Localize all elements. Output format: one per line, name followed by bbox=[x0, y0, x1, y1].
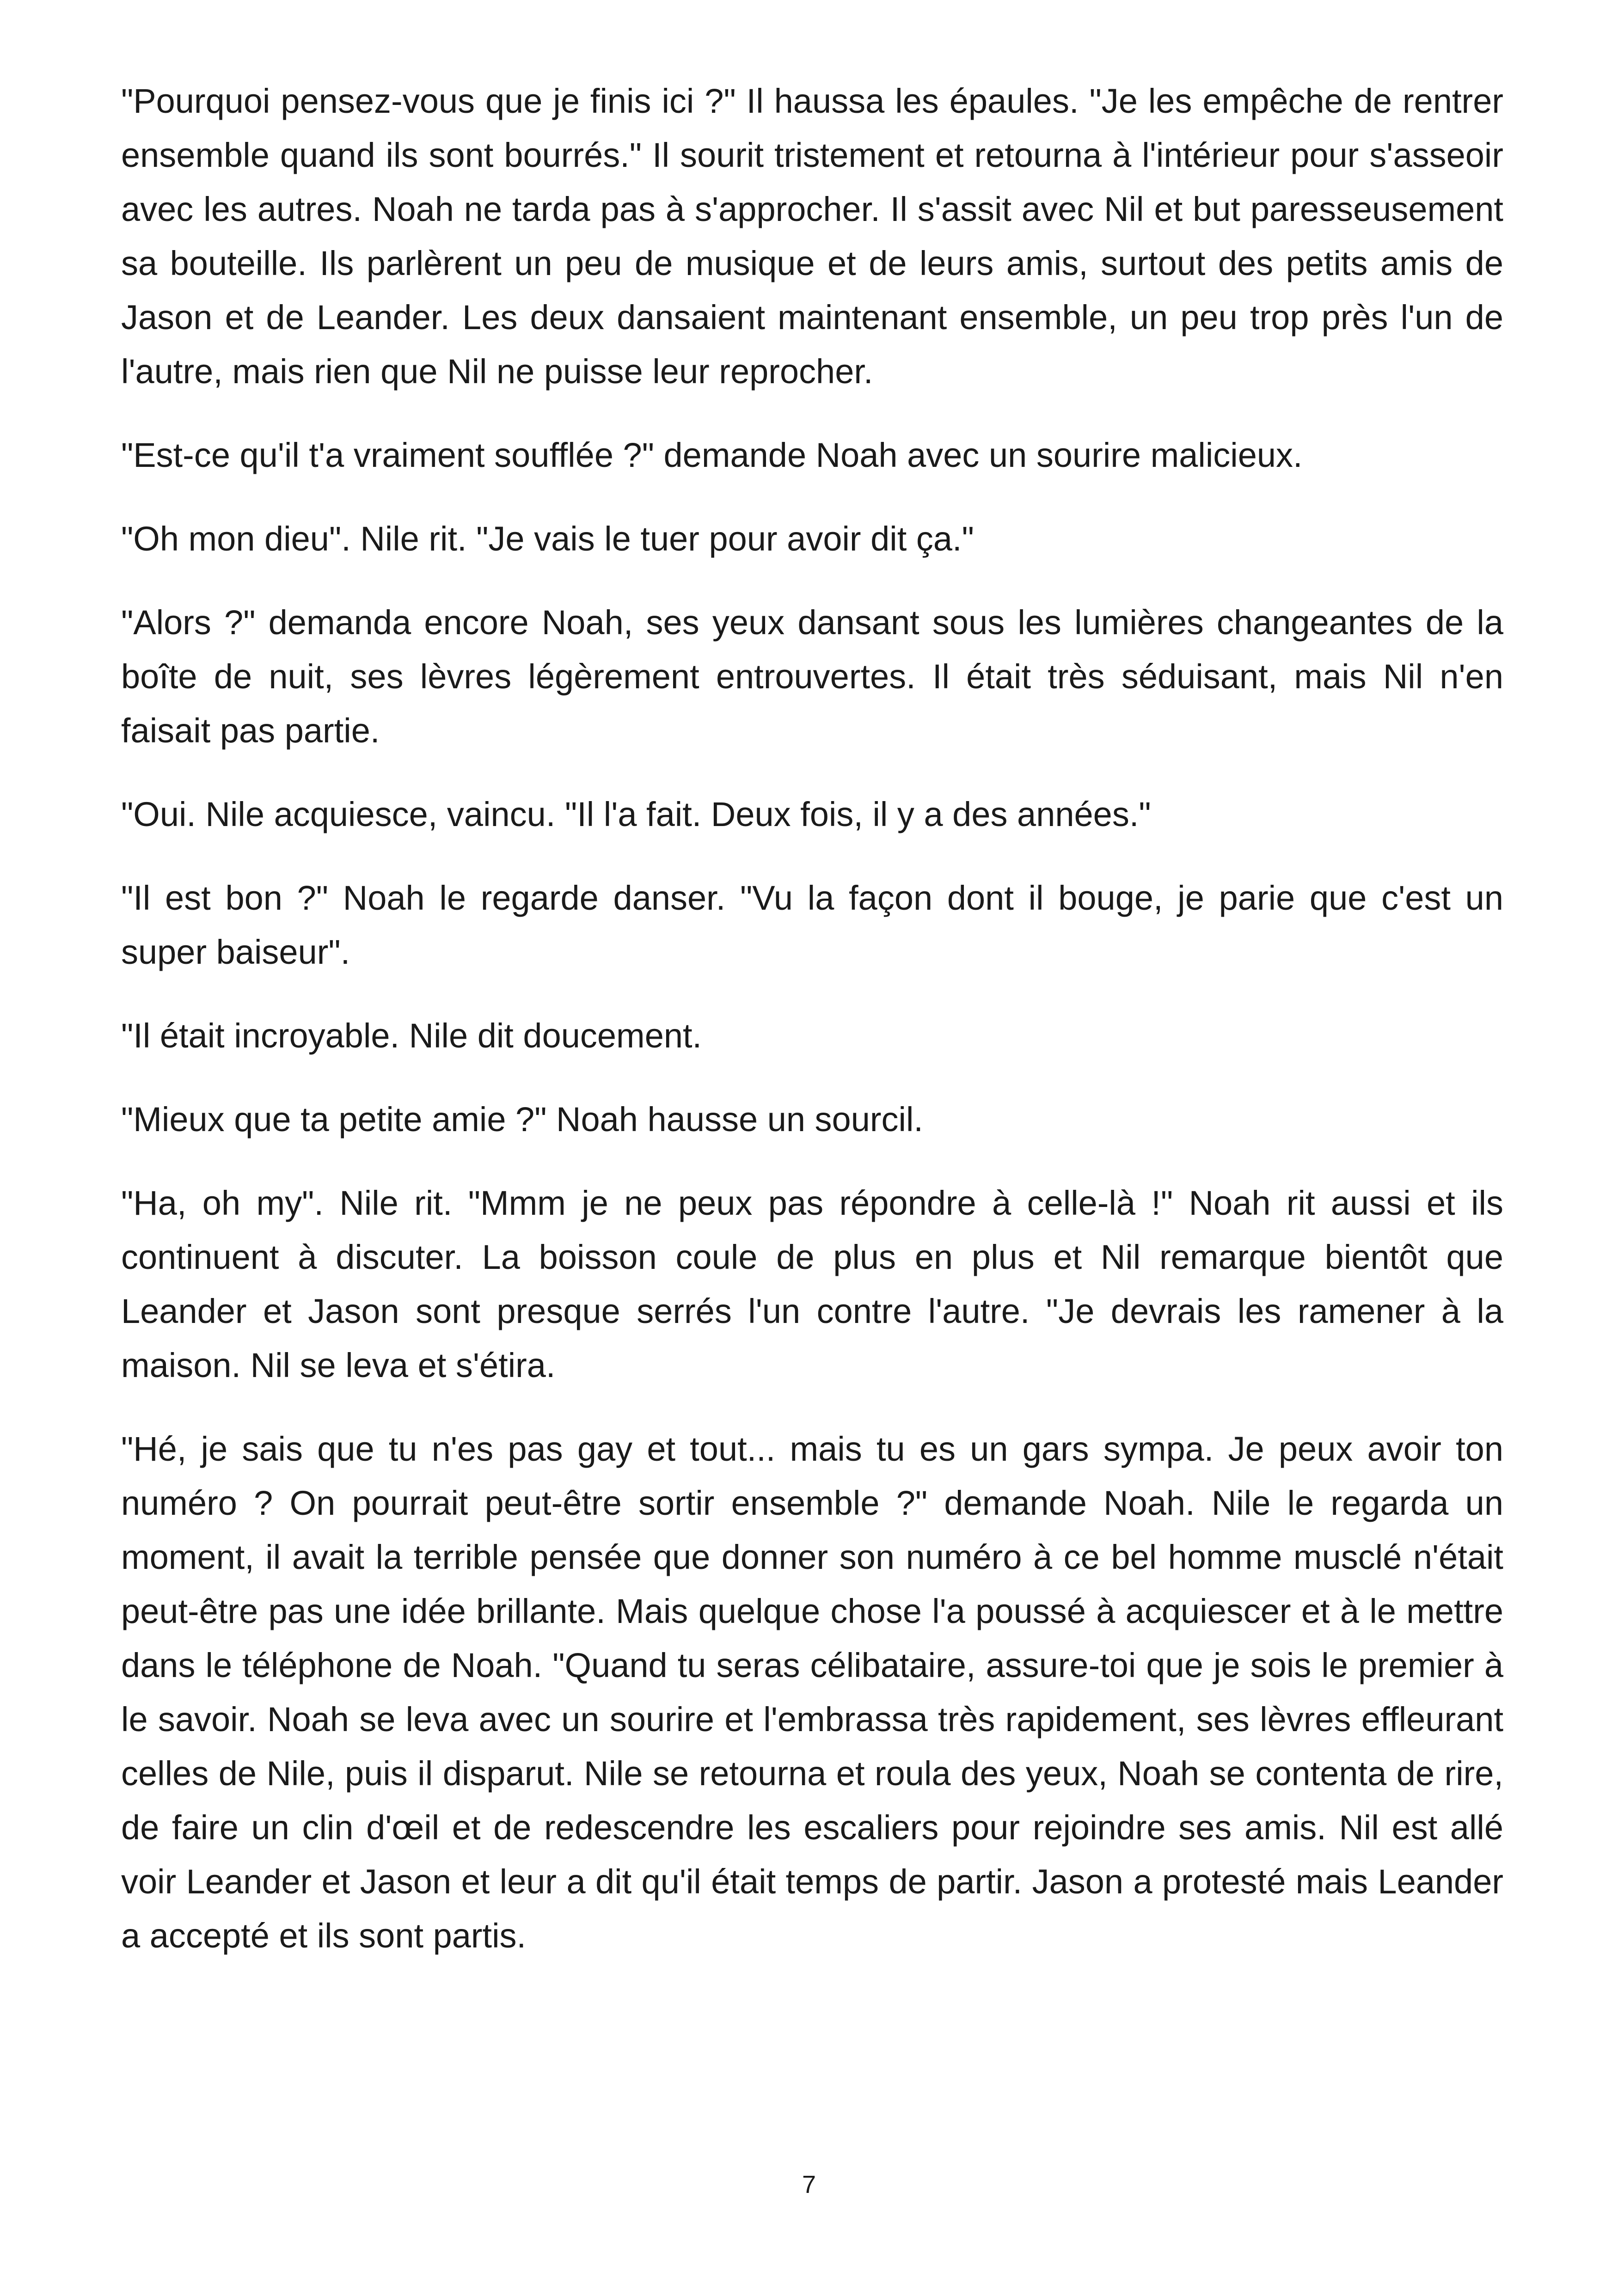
paragraph: "Oh mon dieu". Nile rit. "Je vais le tuer pour avoir dit ça." bbox=[121, 520, 974, 558]
paragraph: "Mieux que ta petite amie ?" Noah hausse un sourcil. bbox=[121, 1100, 923, 1139]
page-number: 7 bbox=[802, 2171, 816, 2198]
paragraph: "Oui. Nile acquiesce, vaincu. "Il l'a fait. Deux fois, il y a des années." bbox=[121, 795, 1151, 833]
paragraph: "Pourquoi pensez-vous que je finis ici ?" Il haussa les épaules. "Je les empêche de rentrer ensemble quand ils sont bourrés." Il sourit tristement et retourna à l'intérieur pour s'asseoir avec les autres. Noah ne tarda pas à s'approcher. Il s'assit avec Nil et but paresseusement sa bouteille. Ils parlèrent un peu de musique et de leurs amis, surtout des petits amis de Jason et de Leander. Les deux dansaient maintenant ensemble, un peu trop près l'un de l'autre, mais rien que Nil ne puisse leur reprocher. bbox=[121, 82, 1503, 391]
paragraph: "Est-ce qu'il t'a vraiment soufflée ?" demande Noah avec un sourire malicieux. bbox=[121, 436, 1303, 474]
paragraph: "Il est bon ?" Noah le regarde danser. "Vu la façon dont il bouge, je parie que c'est un super baiseur". bbox=[121, 879, 1503, 971]
paragraph: "Ha, oh my". Nile rit. "Mmm je ne peux pas répondre à celle-là !" Noah rit aussi et ils continuent à discuter. La boisson coule de plus en plus et Nil remarque bientôt que Leander et Jason sont presque serrés l'un contre l'autre. "Je devrais les ramener à la maison. Nil se leva et s'étira. bbox=[121, 1184, 1503, 1384]
paragraph: "Alors ?" demanda encore Noah, ses yeux dansant sous les lumières changeantes de la boîte de nuit, ses lèvres légèrement entrouvertes. Il était très séduisant, mais Nil n'en faisait pas partie. bbox=[121, 603, 1503, 750]
paragraph: "Il était incroyable. Nile dit doucement. bbox=[121, 1016, 702, 1055]
paragraph: "Hé, je sais que tu n'es pas gay et tout... mais tu es un gars sympa. Je peux avoir ton numéro ? On pourrait peut-être sortir ensemble ?" demande Noah. Nile le regarda un moment, il avait la terrible pensée que donner son numéro à ce bel homme musclé n'était peut-être pas une idée brillante. Mais quelque chose l'a poussé à acquiescer et à le mettre dans le téléphone de Noah. "Quand tu seras célibataire, assure-toi que je sois le premier à le savoir. Noah se leva avec un sourire et l'embrassa très rapidement, ses lèvres effleurant celles de Nile, puis il disparut. Nile se retourna et roula des yeux, Noah se contenta de rire, de faire un clin d'œil et de redescendre les escaliers pour rejoindre ses amis. Nil est allé voir Leander et Jason et leur a dit qu'il était temps de partir. Jason a protesté mais Leander a accepté et ils sont partis. bbox=[121, 1430, 1503, 1955]
body-text bbox=[121, 74, 1503, 1992]
